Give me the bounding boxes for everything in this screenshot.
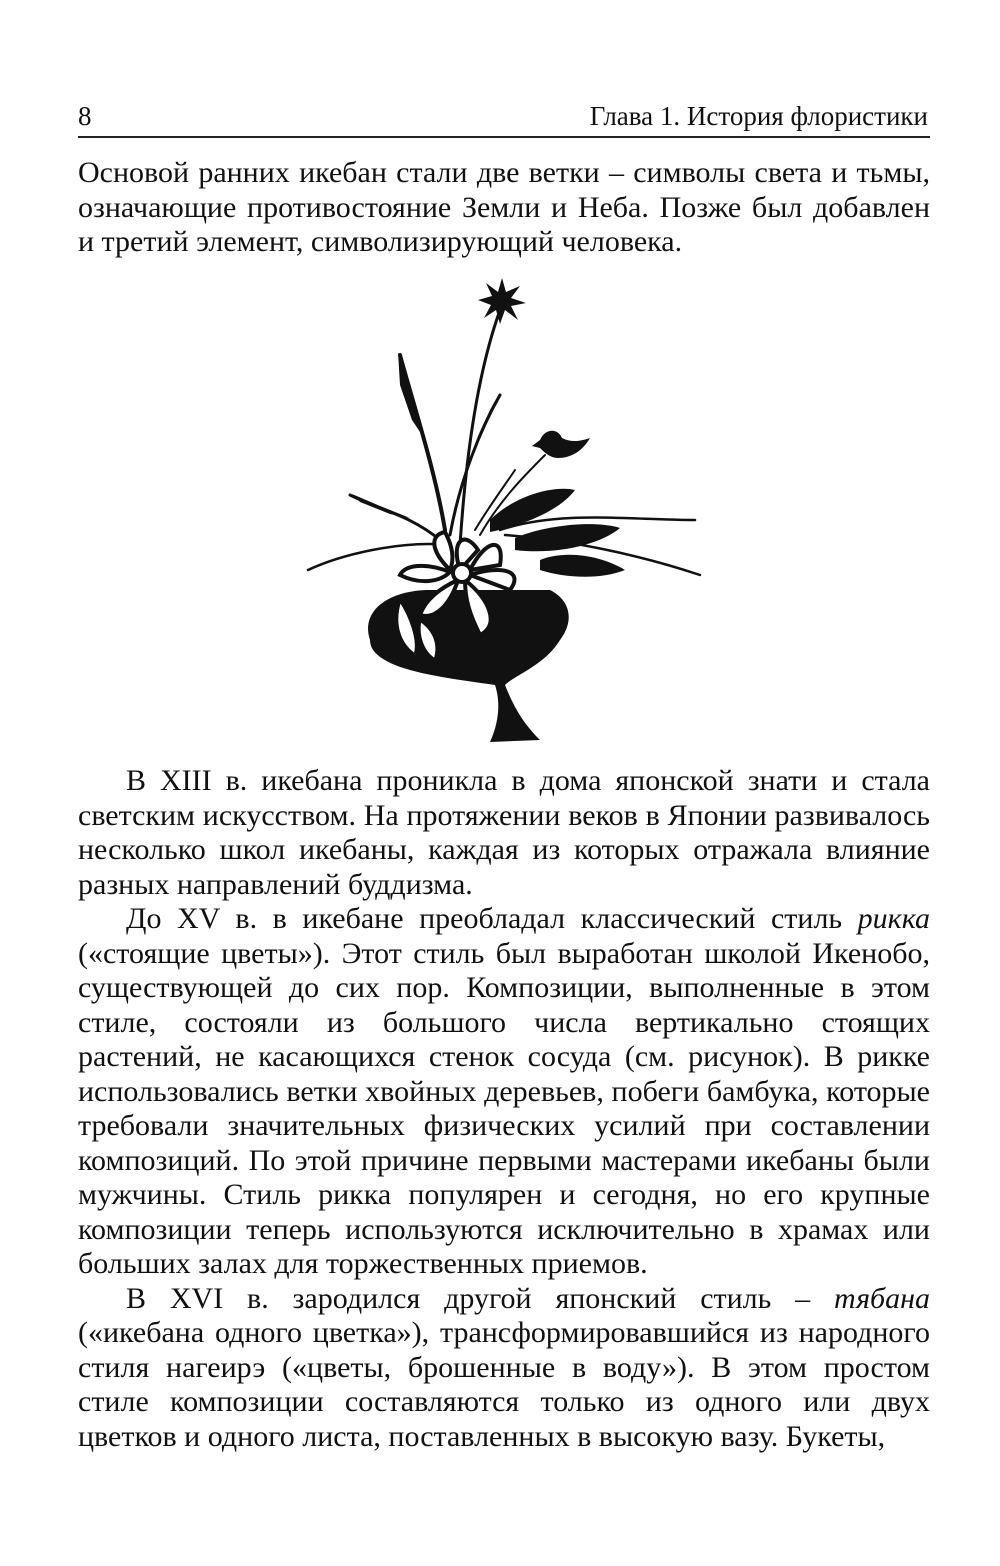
- body-text: [78, 764, 930, 1454]
- term-rikka: рикка: [857, 902, 930, 935]
- page-number: 8: [78, 101, 92, 131]
- chapter-title: Глава 1. История флористики: [589, 101, 928, 131]
- running-head: [78, 96, 930, 138]
- paragraph-3: [78, 1282, 930, 1455]
- ikebana-drawing-icon: [300, 270, 710, 750]
- paragraph-2-text-b: («стоящие цветы»). Этот стиль был выработан школой Икенобо, существующей до сих пор. Композиции, выполненные в этом стиле, состояли из большого числа вертикально стоящих растений, не касающихся стенок сосуда (см. рисунок). В рикке использовались ветки хвойных деревьев, побеги бамбука, которые требовали значительных физических усилий при составлении композиций. По этой причине первыми мастерами икебаны были мужчины. Стиль рикка популярен и сегодня, но его крупные композиции теперь используются исключительно в храмах или больших залах для торжественных приемов.: [78, 936, 930, 1280]
- paragraph-3-text-b: («икебана одного цветка»), трансформировавшийся из народного стиля нагеирэ («цветы, брошенные в воду»). В этом простом стиле композиции составляются только из одного или двух цветков и одного листа, поставленных в высокую вазу. Букеты,: [78, 1316, 930, 1453]
- paragraph-3-text-a: В XVI в. зародился другой японский стиль –: [126, 1281, 835, 1315]
- intro-paragraph: Основой ранних икебан стали две ветки – символы света и тьмы, означающие противостояние Земли и Неба. Позже был добавлен и третий элемент, символизирующий человека.: [78, 156, 930, 258]
- paragraph-2: [78, 902, 930, 1282]
- term-tyabana: тябана: [834, 1281, 930, 1315]
- intro-text: [78, 156, 930, 260]
- paragraph-2-text-a: До XV в. в икебане преобладал классический стиль: [126, 902, 858, 935]
- paragraph-1: В XIII в. икебана проникла в дома японской знати и стала светским искусством. На протяжении веков в Японии развивалось несколько школ икебаны, каждая из которых отражала влияние разных направлений буддизма.: [78, 764, 930, 901]
